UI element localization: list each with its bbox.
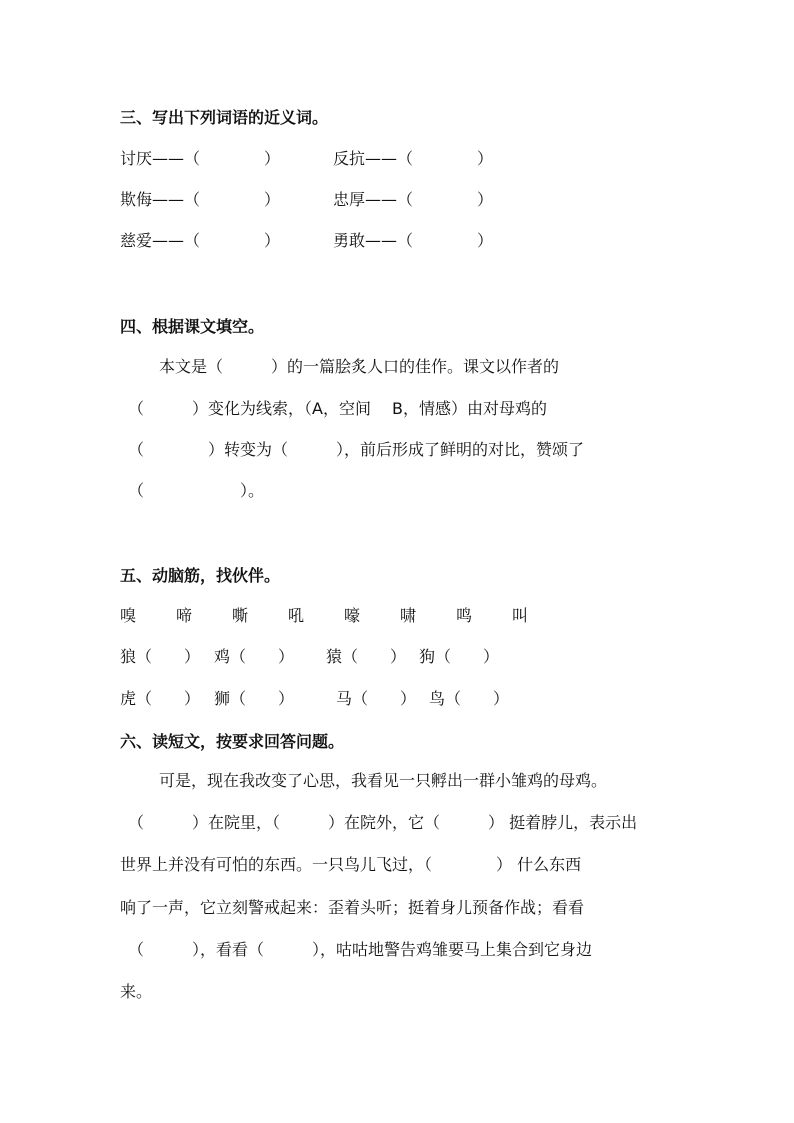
- word-8: 叫: [512, 606, 529, 625]
- synonym-item-2: 反抗——（ ）: [333, 149, 494, 168]
- fill-blank-line-1: 本文是（ ）的一篇脍炙人口的佳作。课文以作者的: [159, 357, 560, 376]
- word-3: 嘶: [232, 606, 249, 625]
- word-4: 吼: [288, 606, 305, 625]
- synonym-item-5: 慈爱——（ ）: [120, 231, 281, 250]
- animal-ape: 猿（ ）: [326, 647, 407, 666]
- section3-heading: 三、写出下列词语的近义词。: [120, 108, 329, 127]
- passage-line-1: 可是，现在我改变了心思，我看见一只孵出一群小雏鸡的母鸡。: [159, 771, 608, 790]
- animal-bird: 鸟（ ）: [429, 689, 510, 708]
- synonym-item-6: 勇敢——（ ）: [333, 231, 494, 250]
- passage-line-4: 响了一声，它立刻警戒起来：歪着头听；挺着身儿预备作战；看看: [120, 898, 585, 917]
- word-7: 鸣: [456, 606, 473, 625]
- passage-line-6: 来。: [120, 982, 153, 1001]
- passage-line-5: （ ），看看（ ），咕咕地警告鸡雏要马上集合到它身边: [128, 940, 593, 959]
- animal-horse: 马（ ）: [336, 689, 417, 708]
- word-1: 嗅: [120, 606, 137, 625]
- fill-blank-line-3: （ ）转变为（ ），前后形成了鲜明的对比，赞颂了: [128, 440, 585, 459]
- section5-heading: 五、动脑筋，找伙伴。: [120, 566, 281, 585]
- animal-chicken: 鸡（ ）: [214, 647, 295, 666]
- word-6: 啸: [400, 606, 417, 625]
- passage-line-2: （ ）在院里，（ ）在院外，它（ ） 挺着脖儿，表示出: [128, 813, 638, 832]
- animal-lion: 狮（ ）: [214, 689, 295, 708]
- section6-heading: 六、读短文，按要求回答问题。: [120, 732, 345, 751]
- fill-blank-line-4: （ ）。: [128, 481, 265, 500]
- animal-dog: 狗（ ）: [419, 647, 500, 666]
- animal-tiger: 虎（ ）: [120, 689, 201, 708]
- word-5: 嚎: [344, 606, 361, 625]
- word-2: 啼: [176, 606, 193, 625]
- section4-heading: 四、根据课文填空。: [120, 317, 265, 336]
- synonym-item-4: 忠厚——（ ）: [333, 190, 494, 209]
- synonym-item-3: 欺侮——（ ）: [120, 190, 281, 209]
- synonym-item-1: 讨厌——（ ）: [120, 149, 281, 168]
- fill-blank-line-2: （ ）变化为线索，（A，空间 B，情感）由对母鸡的: [128, 399, 548, 418]
- passage-line-3: 世界上并没有可怕的东西。一只鸟儿飞过，（ ） 什么东西: [120, 855, 582, 874]
- animal-wolf: 狼（ ）: [120, 647, 201, 666]
